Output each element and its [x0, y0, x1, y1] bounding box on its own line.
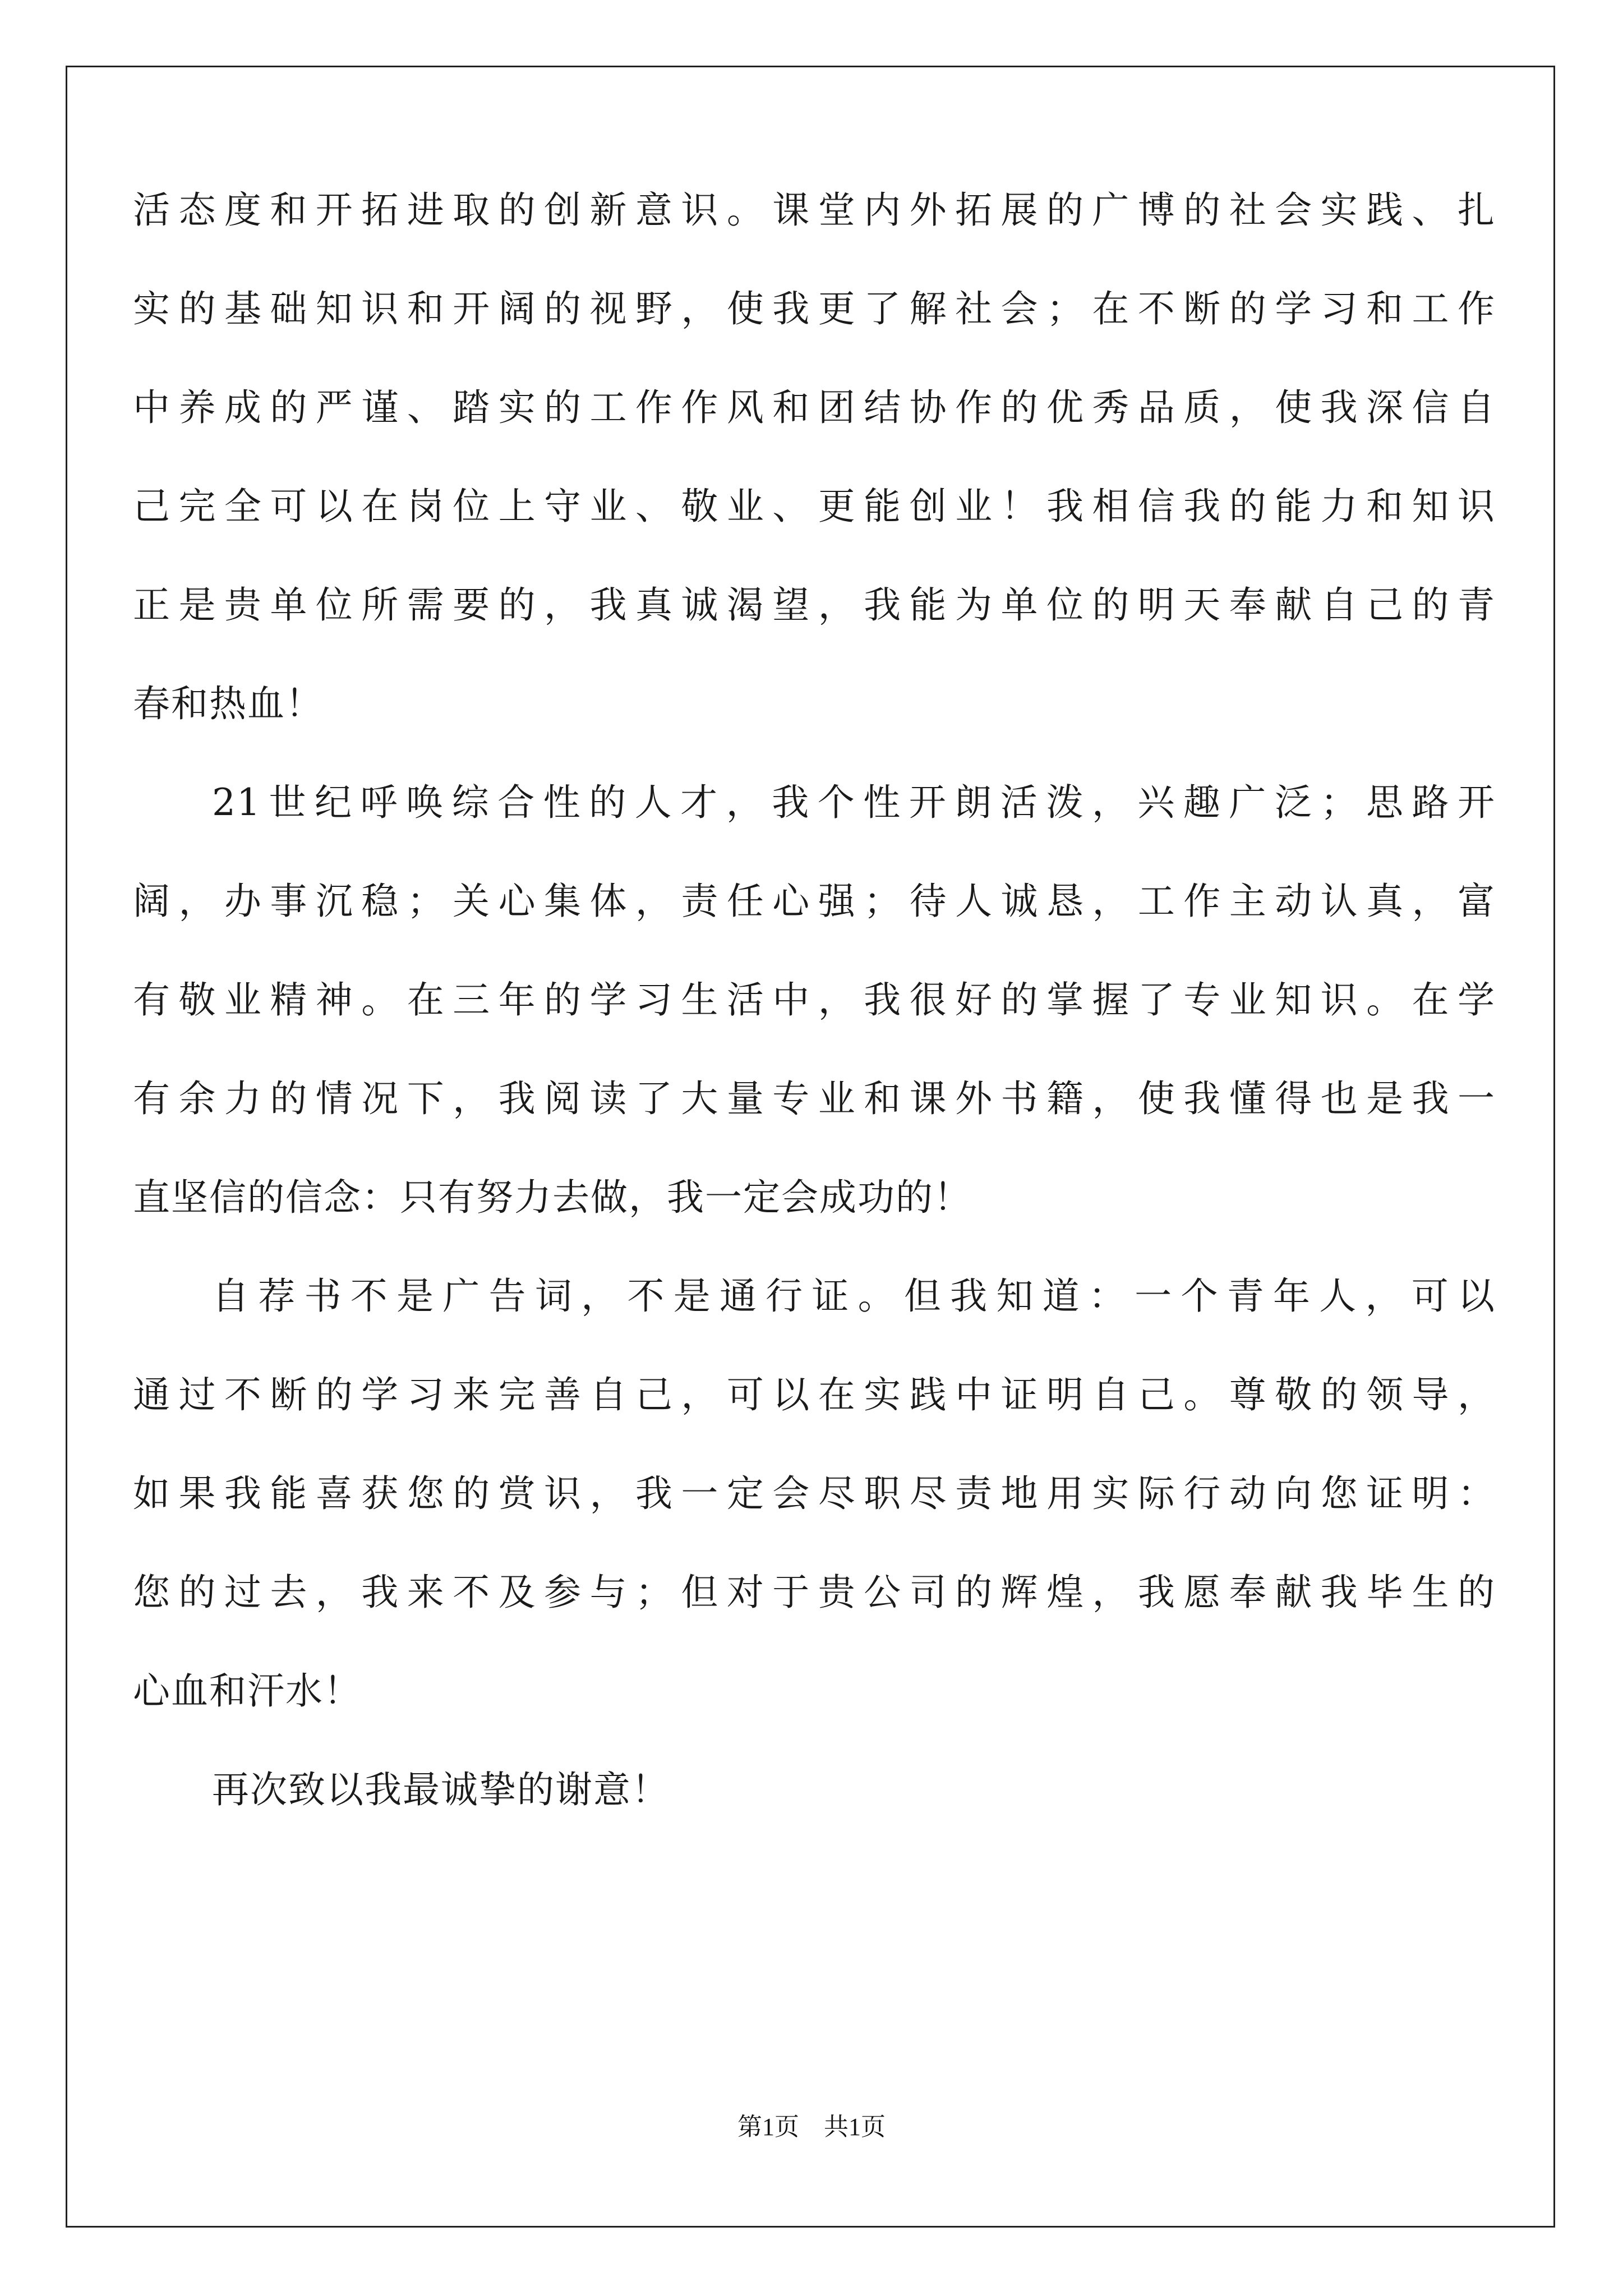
- letter-body: [133, 161, 1496, 1839]
- text-line: 如果我能喜获您的赏识，我一定会尽职尽责地用实际行动向您证明：: [133, 1472, 1496, 1515]
- text-line: 阔，办事沉稳；关心集体，责任心强；待人诚恳，工作主动认真，富: [133, 880, 1496, 923]
- text-line: 有余力的情况下，我阅读了大量专业和课外书籍，使我懂得也是我一: [133, 1077, 1496, 1120]
- page-total: 共1页: [824, 2113, 886, 2141]
- text-line: 再次致以我最诚挚的谢意！: [212, 1768, 670, 1811]
- text-line: 正是贵单位所需要的，我真诚渴望，我能为单位的明天奉献自己的青: [133, 583, 1496, 627]
- text-line: 中养成的严谨、踏实的工作作风和团结协作的优秀品质，使我深信自: [133, 386, 1496, 429]
- text-line: 您的过去，我来不及参与；但对于贵公司的辉煌，我愿奉献我毕生的: [133, 1571, 1496, 1614]
- text-line: 21世纪呼唤综合性的人才，我个性开朗活泼，兴趣广泛；思路开: [212, 781, 1496, 824]
- text-line: 活态度和开拓进取的创新意识。课堂内外拓展的广博的社会实践、扎: [133, 188, 1496, 232]
- text-line: 直坚信的信念：只有努力去做，我一定会成功的！: [133, 1176, 972, 1219]
- text-line: 己完全可以在岗位上守业、敬业、更能创业！我相信我的能力和知识: [133, 485, 1496, 528]
- text-line: 通过不断的学习来完善自己，可以在实践中证明自己。尊敬的领导，: [133, 1373, 1496, 1416]
- text-line: 实的基础知识和开阔的视野，使我更了解社会；在不断的学习和工作: [133, 287, 1496, 330]
- text-line: 春和热血！: [133, 682, 324, 725]
- page-footer: [0, 2110, 1623, 2144]
- page-number: 第1页: [737, 2113, 799, 2141]
- text-line: 心血和汗水！: [133, 1669, 362, 1713]
- text-line: 自荐书不是广告词，不是通行证。但我知道：一个青年人，可以: [212, 1274, 1496, 1318]
- text-line: 有敬业精神。在三年的学习生活中，我很好的掌握了专业知识。在学: [133, 978, 1496, 1022]
